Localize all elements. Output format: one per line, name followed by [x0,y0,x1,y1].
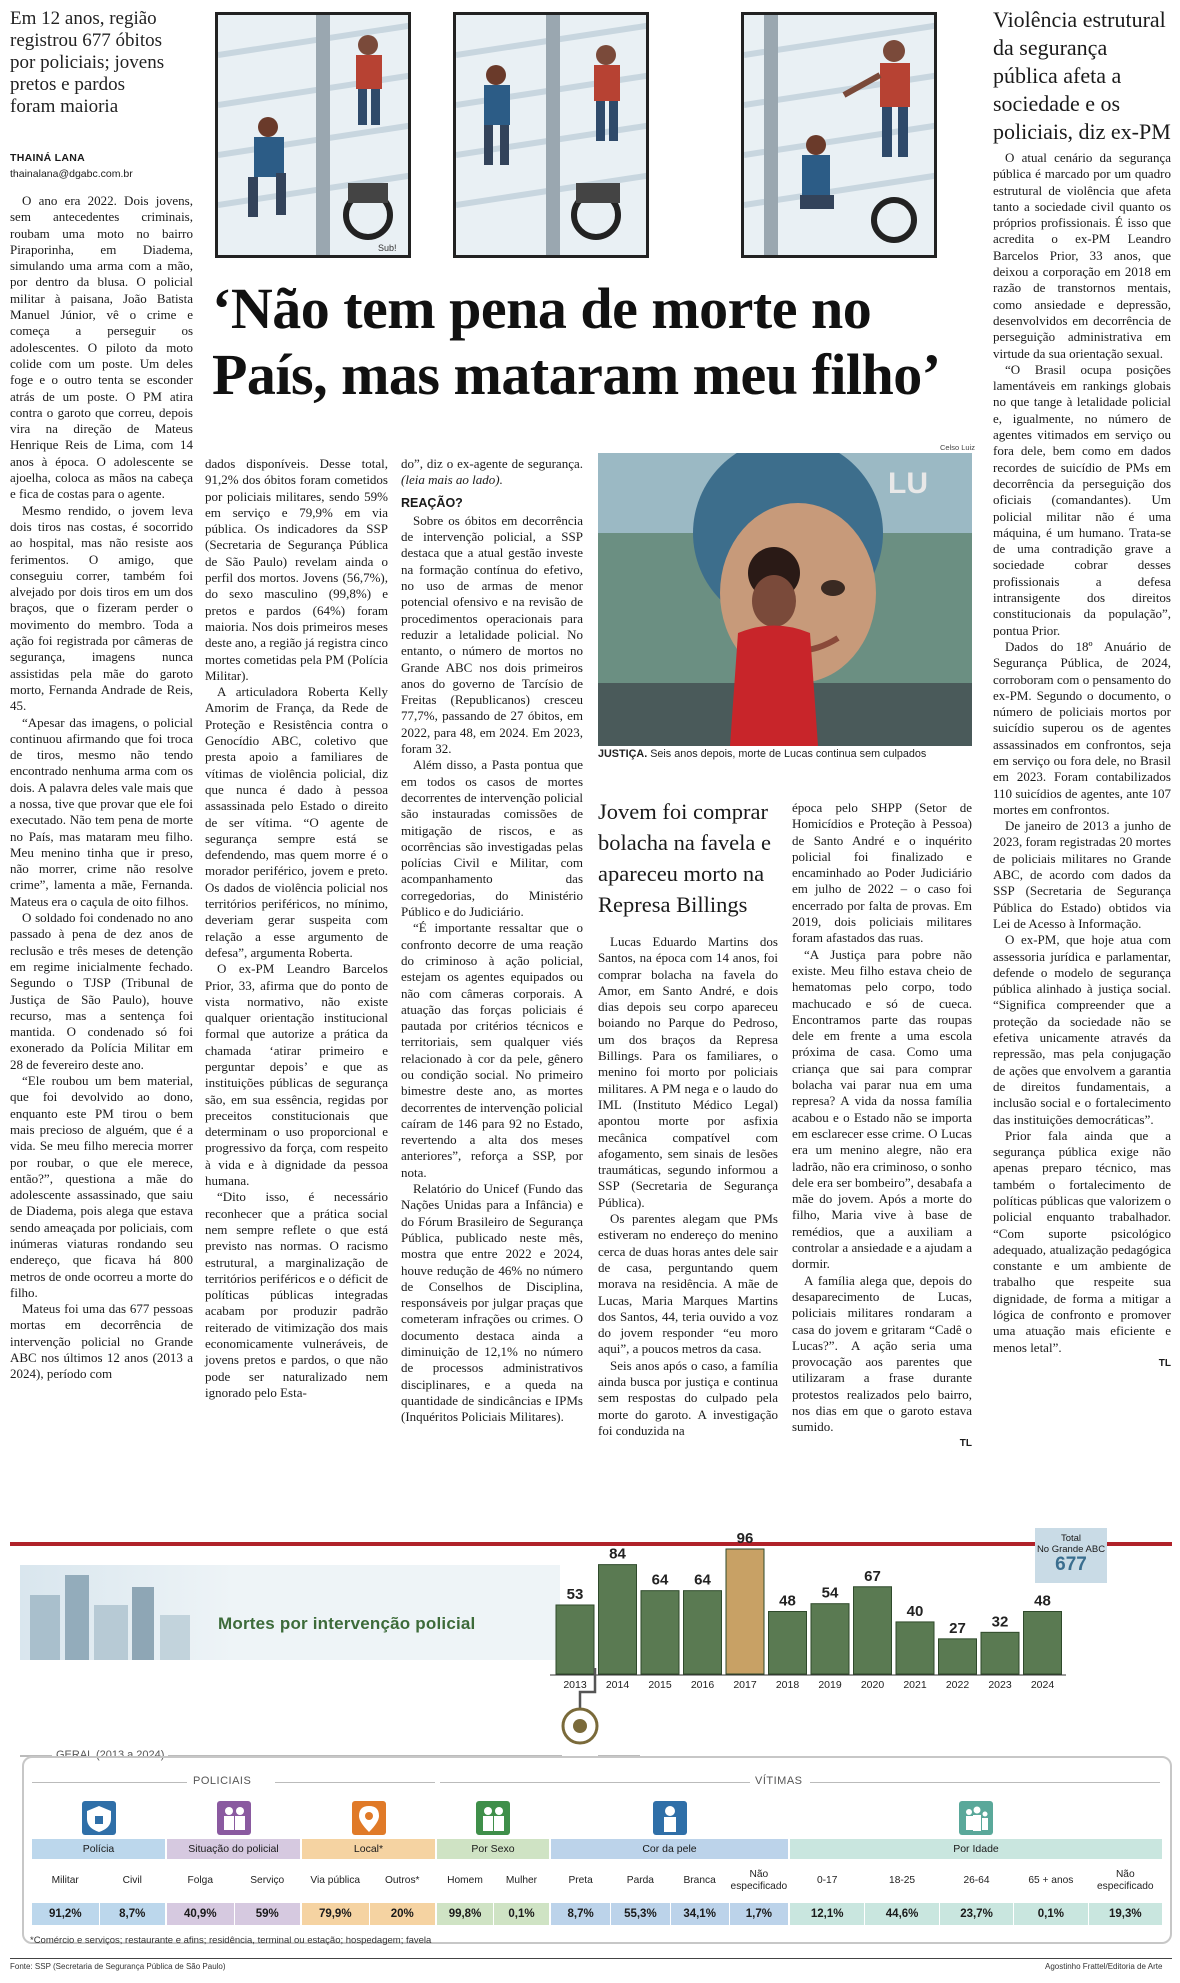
x-tick-label: 2022 [945,1679,970,1691]
stat-category-label: Polícia [32,1839,165,1859]
stat-value: 8,7% [99,1903,166,1925]
bar-value-label: 32 [991,1613,1009,1631]
x-tick-label: 2021 [903,1679,927,1691]
bar-value-label: 48 [1034,1592,1051,1610]
main-story-column-2 [205,456,388,1401]
stat-value: 99,8% [437,1903,493,1925]
stat-value: 23,7% [939,1903,1013,1925]
photo-caption [598,748,978,761]
paragraph: Além disso, a Pasta pontua que em todos os casos de mortes decorrentes de intervenção policial são instauradas comissões de mitigação de riscos, e as ocorrências são investigadas pelas polícias Civil e Militar, com acompanhamento das corregedorias, do Ministério Público e do Judiciário. [401,757,583,920]
paragraph: Prior fala ainda que a segurança pública exige não apenas preparo técnico, mas também o fortalecimento de políticas públicas que valorizem o policial enquanto trabalhador. “Com suporte psicológico adequado, atualização pedagógica constante e um ambiente de trabalho que respeite sua dignidade, de forma a mitigar a lógica de confronto e promover uma atuação mais eficiente e menos letal”. [993,1127,1171,1355]
section-subhead: REAÇÃO? [401,495,463,510]
bar-value-label: 53 [566,1585,584,1603]
stat-value: 8,7% [551,1903,610,1925]
signoff: TL [1158,1357,1171,1369]
photo-mural [598,453,972,746]
group-label-police: POLICIAIS [193,1775,252,1787]
headline: ‘Não tem pena de morte no País, mas mataram meu filho’ [212,276,941,407]
illustration-panel-3 [741,12,937,258]
stat-category-block [167,1797,300,1925]
stat-value: 20% [369,1903,436,1925]
stat-subcategory-label: 65 + anos [1013,1861,1087,1901]
paragraph: Lucas Eduardo Martins dos Santos, na época com 14 anos, foi comprar bolacha na favela do Amor, em Santo André, e dois dias depois seu corpo apareceu boiando no Parque do Pedroso, um dos braços da Represa Billings. Para os familiares, o menino foi morto por policiais militares. A PM nega e o laudo do IML (Instituto Médico Legal) apontou morte por asfixia mecânica compatível com afogamento, sem sinais de lesões traumáticas, segundo informou a SSP (Secretaria de Segurança Pública). [598,934,778,1210]
bar-2014 [599,1565,637,1674]
paragraph: Dados do 18º Anuário de Segurança Pública, de 2024, corroboram com o pensamento do ex-PM. Segundo o documento, o número de policiais mortos por suicídio superou os de agentes assassinados em confrontos, seja em serviço ou fora dele, no Brasil em 2023. Foram contabilizados 110 suicídios de agentes, ante 107 mortes em confrontos. [993,638,1171,817]
paragraph: Sobre os óbitos em decorrência de intervenção policial, a SSP destaca que a atual gestão investe na formação contínua do efetivo, no uso de armas de menor potencial ofensivo e na revisão de procedimentos operacionais para reduzir a letalidade policial. No entanto, o número de mortos no Grande ABC nos dois primeiros anos do governo de Tarcísio de Freitas (Republicanos) cresceu 77,7%, passando de 27 óbitos, em 2022, para 48, em 2024. Em 2023, foram 32. [401,512,583,757]
group-rule-victims-2 [810,1782,1160,1783]
person-silhouette-icon [653,1801,687,1835]
stat-value: 1,7% [729,1903,788,1925]
bar-2023 [981,1632,1019,1674]
stat-subcategory-label: Não especificado [1088,1861,1162,1901]
caption-lead: JUSTIÇA. [598,748,648,760]
second-story-column-1 [598,934,778,1439]
footnote: *Comércio e serviços; restaurante e afins; residência, terminal ou estação; hospedagem; favela [30,1935,432,1946]
paragraph: Seis anos após o caso, a família ainda busca por justiça e continua sem respostas do culpado pela morte do garoto. A investigação foi conduzida na [598,1357,778,1438]
stat-subcategory-label: Não especificado [729,1861,788,1901]
bar-value-label: 64 [694,1571,711,1589]
paragraph: Os parentes alegam que PMs estiveram no endereço do menino cerca de duas horas antes dele sair de casa, perguntando quem morava na residência. A mãe de Lucas, Maria Marques Martins dos Santos, 44, teria ouvido a voz do jovem responder “eu moro aqui”, a poucos metros da casa. [598,1211,778,1357]
paragraph: “Dito isso, é necessário reconhecer que a prática social nem sempre reflete o que está previsto nas normas. O racismo estrutural, a marginalização de territórios periféricos e o déficit de políticas públicas integradas acabam por produzir padrão reiterado de vitimização dos mais economicamente vulneráveis, de jovens pretos e pardos, o que não pode ser naturalizado nem ignorado pelo Esta- [205,1189,388,1400]
illustration-panel-2 [453,12,649,258]
chart-connector [20,1668,640,1758]
stat-value: 12,1% [790,1903,864,1925]
bar-value-label: 40 [906,1602,924,1620]
x-tick-label: 2016 [690,1679,715,1691]
stat-value: 40,9% [167,1903,234,1925]
author-name: THAINÁ LANA [10,152,86,164]
bar-2020 [854,1587,892,1674]
stat-subcategory-label: Militar [32,1861,99,1901]
paragraph: A família alega que, depois do desaparecimento de Lucas, policiais militares rondaram a casa do jovem e gritaram “Cadê o Lucas?”. A ação seria uma provocação aos parentes que utilizaram a frase durante protestos realizados pelo bairro, nos dias em que o garoto estava sumido. [792,1272,972,1435]
bottom-rule [10,1958,1172,1959]
x-tick-label: 2020 [860,1679,885,1691]
chart-title: Mortes por intervenção policial [218,1614,476,1633]
stat-category-block [302,1797,435,1925]
signoff: TL [959,1437,972,1449]
bar-value-label: 96 [736,1530,754,1547]
x-tick-label: 2018 [775,1679,800,1691]
standfirst: Em 12 anos, região registrou 677 óbitos por policiais; jovens pretos e pardos foram maioria [10,8,165,117]
group-rule-victims [440,1782,750,1783]
bar-2021 [896,1622,934,1674]
stat-value: 0,1% [1013,1903,1087,1925]
paragraph: O ex-PM, que hoje atua com assessoria jurídica e parlamentar, defende o modelo de segurança pública alinhado à justiça social. “Significa compreender que a proteção da sociedade não se efetiva unicamente através da repressão, mas pela conjugação de ações que envolvem a garantia de direitos fundamentais, a inclusão social e o fortalecimento das instituições democráticas”. [993,932,1171,1127]
art-credit: Agostinho Frattel/Editoria de Arte [1045,1962,1163,1971]
bar-2018 [769,1612,807,1675]
paragraph: O soldado foi condenado no ano passado à pena de dez anos de reclusão e três meses de detenção em regime inicialmente fechado. Segundo o TJSP (Tribunal de Justiça de São Paulo), houve recurso, mas a sentença foi mantida. O condenado só foi exonerado da Polícia Militar em 28 de fevereiro deste ano. [10,910,193,1072]
paragraph: O atual cenário da segurança pública é marcado por um quadro estrutural de violência que afeta tanto a sociedade civil quanto os próprios profissionais. É isso que acredita o ex-PM Leandro Barcelos Prior, 33 anos, que deixou a corporação em 2018 em razão de transtornos mentais, como ansiedade e depressão, desenvolvidos em decorrência de perseguição administrativa em virtude da sua orientação sexual. [993,150,1171,361]
total-sublabel: No Grande ABC [1036,1544,1106,1555]
stat-subcategory-label: Branca [670,1861,729,1901]
x-tick-label: 2019 [818,1679,842,1691]
stat-value: 59% [234,1903,301,1925]
right-story-headline: Violência estrutural da segurança pública afeta a sociedade e os policiais, diz ex-PM [993,7,1171,144]
paragraph: Relatório do Unicef (Fundo das Nações Unidas para a Infância) e do Fórum Brasileiro de Segurança Pública, publicado neste mês, mostra que entre 2022 e 2024, houve redução de 46% no número de Conselhos de Disciplina, responsáveis por julgar praças que cometeram infrações ou crimes. O documento destaca ainda a diminuição de 12,1% no número de processos administrativos disciplinares, e a queda na quantidade de sindicâncias e IPMs (Inquéritos Policiais Militares). [401,1181,583,1425]
paragraph: época pelo SHPP (Setor de Homicídios e Proteção à Pessoa) de Santo André e o inquérito policial foi finalizado e encaminhado ao Poder Judiciário em julho de 2022 – o caso foi encerrado por falta de provas. Em 2019, dois policiais militares foram afastados das ruas. [792,800,972,946]
main-story-column-3 [401,456,583,1426]
paragraph: dados disponíveis. Desse total, 91,2% dos óbitos foram cometidos por policiais militares, sendo 59% em serviço e 79,9% em via pública. Os indicadores da SSP (Secretaria de Segurança Pública de São Paulo) revelam ainda o perfil dos mortos. Jovens (56,7%), do sexo masculino (99,8%) e pretos e pardos (64%) foram maioria. Nos dois primeiros meses deste ano, a região já registra cinco mortes cometidas pela PM (Polícia Militar). [205,456,388,683]
right-story-column [993,150,1171,1372]
author-email[interactable]: thainalana@dgabc.com.br [10,168,133,180]
group-rule-police-2 [275,1782,435,1783]
stat-subcategory-label: Civil [99,1861,166,1901]
x-tick-label: 2013 [563,1679,587,1691]
family-icon [959,1801,993,1835]
people-icon [476,1801,510,1835]
paragraph: De janeiro de 2013 a junho de 2023, foram registradas 20 mortes de policiais militares no Grande ABC, de acordo com dados da SSP (Secretaria de Segurança Pública do Estado) obtidos via Lei de Acesso à Informação. [993,818,1171,931]
group-rule-police [32,1782,187,1783]
photo-credit: Celso Luiz [940,443,976,452]
total-box [1035,1528,1107,1583]
source-credit: Fonte: SSP (Secretaria de Segurança Pública de São Paulo) [10,1962,226,1971]
x-tick-label: 2023 [988,1679,1012,1691]
paragraph: Mesmo rendido, o jovem leva dois tiros nas costas, é socorrido ao hospital, mas não resiste aos ferimentos. O amigo, que conseguiu correr, também foi alvejado por dois tiros em um dos braços, que o fizeram perder o movimento do membro. Toda a ação foi registrada por câmeras de segurança, imagens nunca assistidas pela mãe do garoto morto, Fernanda Andrade de Reis, 45. [10,502,193,714]
bar-value-label: 48 [779,1592,796,1610]
paragraph: “O Brasil ocupa posições lamentáveis em rankings globais no que tange à letalidade policial e, igualmente, no número de agentes vitimados em serviço ou fora dele, bem como em dados recordes de suicídio de PMs em decorrência da perseguição dos oficiais (comandantes). Um policial militar não é uma máquina, é um humano. Trata-se de uma contradição grave a sociedade cobrar desses profissionais a defesa intransigente dos direitos constitucionais da população”, pontua Prior. [993,361,1171,638]
svg-text:LU: LU [888,467,928,500]
paragraph: “É importante ressaltar que o confronto decorre de uma reação do criminoso à ação policial, estejam os agentes equipados ou não com câmeras corporais. A atuação das forças policiais é pautada por critérios técnicos e territoriais, sem qualquer viés relacionado à cor da pele, gênero ou condição social. No primeiro bimestre deste ano, as mortes decorrentes de intervenção policial caíram de 146 para 92 no Estado, revertendo a alta dos meses anteriores”, reforça a SSP, por nota. [401,920,583,1180]
main-story-column-1 [10,193,193,1383]
stat-category-label: Local* [302,1839,435,1859]
stat-value: 34,1% [670,1903,729,1925]
bar-2019 [811,1604,849,1674]
total-value: 677 [1055,1554,1087,1575]
location-pin-icon [352,1801,386,1835]
stat-subcategory-label: 18-25 [864,1861,938,1901]
stat-value: 55,3% [610,1903,669,1925]
stat-value: 79,9% [302,1903,369,1925]
stat-category-label: Por Sexo [437,1839,549,1859]
stat-value: 44,6% [864,1903,938,1925]
bar-value-label: 54 [821,1584,839,1602]
stat-subcategory-label: Mulher [493,1861,549,1901]
x-tick-label: 2014 [605,1679,630,1691]
bar-value-label: 67 [864,1567,881,1585]
police-badge-icon [82,1801,116,1835]
bar-2016 [684,1591,722,1674]
bar-value-label: 64 [651,1571,669,1589]
stat-value: 91,2% [32,1903,99,1925]
stat-category-block [437,1797,549,1925]
paragraph: “Apesar das imagens, o policial continuou afirmando que foi troca de tiros, mesmo não tendo encontrado nenhuma arma com os dois. A palavra deles vale mais que a nossa, tive que provar que ele foi executado. Não tem pena de morte no País, mas mataram meu filho. Meu menino tinha que ir preso, não morrer, crime não resolve crime”, lamenta a mãe, Fernanda. Mateus era o caçula de oito filhos. [10,714,193,909]
svg-text:Sub!: Sub! [378,243,397,253]
second-story-column-2 [792,800,972,1452]
period-label: GERAL (2013 a 2024) [52,1749,168,1761]
stat-category-block [790,1797,1162,1925]
stat-subcategory-label: Serviço [234,1861,301,1901]
stat-subcategory-label: Homem [437,1861,493,1901]
paragraph: “A Justiça para pobre não existe. Meu filho estava cheio de hematomas pelo corpo, todo machucado e só de cueca. Encontramos parte das roupas dele em frente a uma escola próxima de casa. Como uma criança que sai para comprar bolacha vai parar nua em uma represa? A vida da nossa família acabou e o Estado não se importa em esclarecer esse crime. O Lucas era um menino alegre, não era ladrão, não era criminoso, o sonho dele era ser bombeiro”, desabafa a mãe do jovem. Após a morte do filho, Maria vive à base de remédios, que a auxiliam a controlar a ansiedade e a ajudam a dormir. [792,946,972,1272]
paragraph: do”, diz o ex-agente de segurança. (leia mais ao lado). [401,456,583,488]
stat-category-label: Situação do policial [167,1839,300,1859]
paragraph: Mateus foi uma das 677 pessoas mortas em decorrência de intervenção policial no Grande ABC nos últimos 12 anos (2013 a 2024), período com [10,1301,193,1382]
stat-category-label: Cor da pele [551,1839,788,1859]
paragraph: A articuladora Roberta Kelly Amorim de França, da Rede de Proteção e Resistência contra o Genocídio ABC, coletivo que presta apoio a familiares de vítimas de violência policial, diz que nunca é dado à pessoa assassinada pelo Estado o direito de ser vítima. “O agente de segurança sempre está se defendendo, mas quem morre é o morador periférico, jovem e preto. Os dados de violência policial nos territórios periféricos, no mínimo, deveriam gerar suspeita com relação a esse argumento de defesa”, argumenta Roberta. [205,684,388,960]
stat-category-block [32,1797,165,1925]
bar-value-label: 27 [949,1619,966,1637]
chart-banner [20,1565,560,1660]
bar-2024 [1024,1612,1062,1675]
total-label: Total [1060,1533,1082,1544]
stat-subcategory-label: Preta [551,1861,610,1901]
stat-category-label: Por Idade [790,1839,1162,1859]
stat-subcategory-label: 26-64 [939,1861,1013,1901]
caption-text: Seis anos depois, morte de Lucas continua sem culpados [650,748,927,760]
x-tick-label: 2015 [648,1679,672,1691]
stat-value: 19,3% [1088,1903,1162,1925]
second-story-headline: Jovem foi comprar bolacha na favela e apareceu morto na Represa Billings [598,799,772,917]
stat-subcategory-label: Folga [167,1861,234,1901]
officers-icon [217,1801,251,1835]
bar-2022 [939,1639,977,1674]
stat-value: 0,1% [493,1903,549,1925]
bar-value-label: 84 [609,1545,626,1563]
stat-subcategory-label: Via pública [302,1861,369,1901]
bar-2015 [641,1591,679,1674]
illustration-panel-1 [215,12,411,258]
stat-category-block [551,1797,788,1925]
paragraph: O ex-PM Leandro Barcelos Prior, 33, afirma que do ponto de vista normativo, não existe qualquer orientação institucional formal que autorize a prática da chamada ‘atirar primeiro e perguntar depois’ e que as instituições públicas de segurança são, em sua essência, regidas por preceitos constitucionais que determinam o uso proporcional e progressivo da força, com respeito à vida e à dignidade da pessoa humana. [205,961,388,1189]
x-tick-label: 2017 [733,1679,757,1691]
paragraph: O ano era 2022. Dois jovens, sem antecedentes criminais, roubam uma moto no bairro Piraporinha, em Diadema, simulando uma arma com a mão, por dentro da blusa. O policial militar à paisana, João Batista Manuel Júnior, vê o crime e começa a perseguir os adolescentes. O piloto da moto colide com um poste. Um deles foge e o outro tenta se esconder atrás de um poste. O PM atira contra o garoto que correu, depois vira na direção de Mateus Henrique Reis de Lima, com 14 anos à época. O adolescente se ajoelha, coloca as mãos na cabeça e fica de costas para o agente. [10,193,193,502]
stat-subcategory-label: 0-17 [790,1861,864,1901]
group-label-victims: VÍTIMAS [755,1775,803,1787]
paragraph: “Ele roubou um bem material, que foi devolvido ao dono, enquanto este PM tirou o bem mais precioso de alguém, que é a vida. Se meu filho merecia morrer por roubar, o que ele merece, então?”, questiona a mãe do adolescente assassinado, que saiu de Diadema, pois alega que estava sendo ameaçada por policiais, com inúmeras viaturas rondando seu endereço, que ficava há 800 metros de onde ocorreu a morte do filho. [10,1073,193,1300]
stat-subcategory-label: Parda [610,1861,669,1901]
bar-2017 [726,1549,764,1674]
bar-2013 [556,1605,594,1674]
stat-subcategory-label: Outros* [369,1861,436,1901]
x-tick-label: 2024 [1030,1679,1055,1691]
